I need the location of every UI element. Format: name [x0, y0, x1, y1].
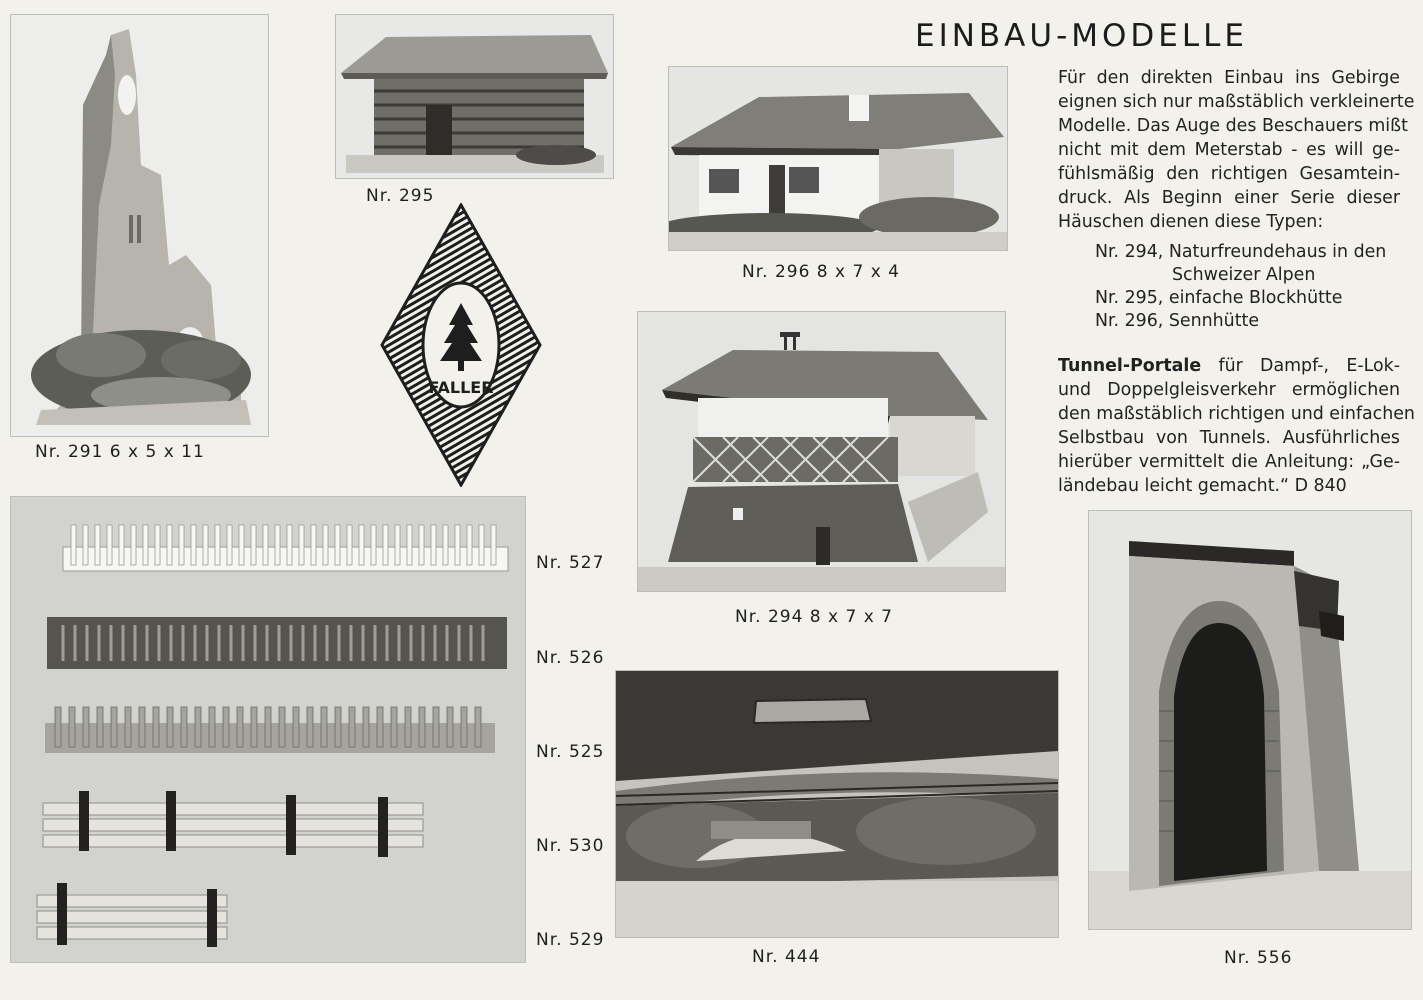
caption-527: Nr. 527 [536, 553, 605, 573]
type-294: Nr. 294, Naturfreundehaus in den [1095, 242, 1387, 262]
caption-529: Nr. 529 [536, 930, 605, 950]
faller-diamond-icon [380, 203, 542, 487]
intro-line: eignen sich nur maßstäblich verkleinerte [1058, 92, 1415, 112]
type-296: Nr. 296, Sennhütte [1095, 311, 1260, 331]
caption-556: Nr. 556 [1224, 948, 1293, 968]
tunnel-line: hierüber vermittelt die Anleitung: „Ge- [1058, 452, 1400, 472]
photo-hut-296 [668, 66, 1008, 251]
photo-bridge-444 [615, 670, 1059, 938]
photo-tunnel-556 [1088, 510, 1412, 930]
caption-291: Nr. 291 6 x 5 x 11 [35, 442, 205, 462]
caption-295: Nr. 295 [366, 186, 435, 206]
intro-line: Für den direkten Einbau ins Gebirge [1058, 68, 1400, 88]
tunnel-line: Selbstbau von Tunnels. Ausführliches [1058, 428, 1400, 448]
logo-text: FALLER [428, 378, 494, 397]
caption-530: Nr. 530 [536, 836, 605, 856]
tunnel-first-rest: für Dampf-, E-Lok- [1201, 356, 1400, 376]
tunnel-heading: Tunnel-Portale [1058, 356, 1202, 376]
caption-526: Nr. 526 [536, 648, 605, 668]
photo-house-294 [637, 311, 1006, 592]
caption-444: Nr. 444 [752, 947, 821, 967]
faller-logo [380, 203, 542, 487]
intro-line: nicht mit dem Meterstab - es will ge- [1058, 140, 1400, 160]
photo-fences [10, 496, 526, 963]
photo-ruin-291 [10, 14, 269, 437]
tunnel-line-first [1058, 354, 1400, 378]
tunnel-line: den maßstäblich richtigen und einfachen [1058, 404, 1415, 424]
tunnel-line: und Doppelgleisverkehr ermöglichen [1058, 380, 1400, 400]
type-295: Nr. 295, einfache Blockhütte [1095, 288, 1343, 308]
caption-296: Nr. 296 8 x 7 x 4 [742, 262, 900, 282]
photo-cabin-295 [335, 14, 614, 179]
tunnel-line: ländebau leicht gemacht.“ D 840 [1058, 476, 1347, 496]
type-294-cont: Schweizer Alpen [1172, 265, 1316, 285]
caption-294: Nr. 294 8 x 7 x 7 [735, 607, 893, 627]
page-title: EINBAU-MODELLE [915, 18, 1249, 54]
intro-line: Häuschen dienen diese Typen: [1058, 212, 1324, 232]
intro-line: fühlsmäßig den richtigen Gesamtein- [1058, 164, 1400, 184]
caption-525: Nr. 525 [536, 742, 605, 762]
intro-line: Modelle. Das Auge des Beschauers mißt [1058, 116, 1408, 136]
intro-line: druck. Als Beginn einer Serie dieser [1058, 188, 1400, 208]
